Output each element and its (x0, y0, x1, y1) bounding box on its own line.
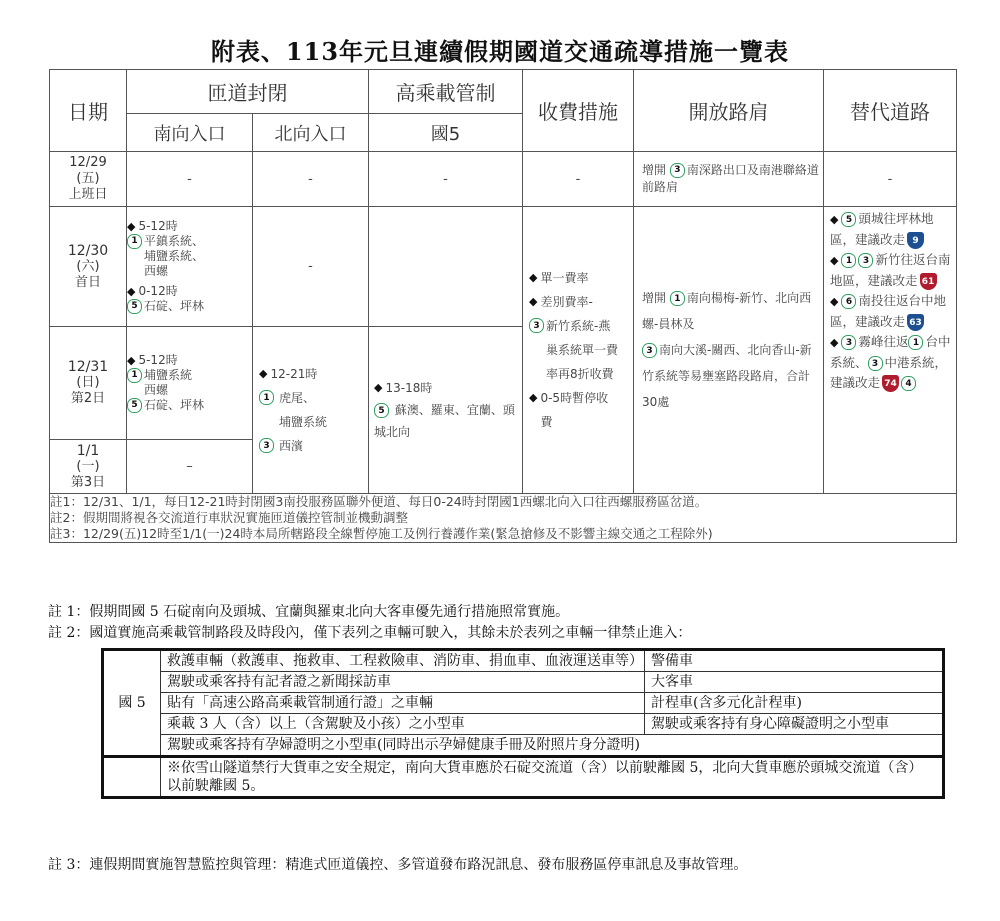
table-note-2: 註2：假期間將視各交流道行車狀況實施匝道儀控管制並機動調整 (50, 510, 408, 525)
diamond-bullet-icon: ◆ (374, 381, 383, 394)
northbound-cell: - (253, 207, 369, 327)
location: 西螺 (144, 264, 169, 278)
hov-cell (369, 327, 523, 494)
day-label: 首日 (74, 274, 101, 290)
header-ramp-closure: 匝道封閉 (127, 70, 369, 114)
header-southbound: 南向入口 (127, 114, 253, 152)
hov-allowed-vehicles-table (101, 648, 945, 799)
weekday: (一) (76, 458, 100, 474)
table-row (103, 735, 944, 757)
vehicle-type: 乘載 3 人（含）以上（含駕駛及小孩）之小型車 (161, 714, 645, 735)
vehicle-type: 大客車 (645, 672, 944, 693)
header-northbound: 北向入口 (253, 114, 369, 152)
freeway-3-icon: 3 (529, 318, 544, 333)
shoulder-cell (634, 152, 824, 207)
date-value: 1/1 (76, 442, 100, 459)
freeway-3-icon: 3 (670, 163, 685, 178)
alternate-text: 頭城往坪林地區，建議改走 (830, 211, 934, 247)
date-cell (50, 440, 127, 494)
toll-cell: - (523, 152, 634, 207)
vehicle-type: 計程車(含多元化計程車) (645, 693, 944, 714)
freeway-4-icon: 4 (901, 376, 916, 391)
vehicle-type: 救護車輛（救護車、拖救車、工程救險車、消防車、捐血車、血液運送車等） (161, 650, 645, 672)
weekday: (五) (76, 171, 100, 186)
shoulder-text: 南深路出口及南港聯絡道前路肩 (642, 163, 819, 194)
location: 虎尾、 (279, 391, 316, 405)
expressway-74-shield-icon: 74 (882, 375, 899, 392)
toll-item: 0-5時暫停收費 (540, 391, 609, 429)
diamond-bullet-icon: ◆ (127, 285, 136, 298)
freeway-3-icon: 3 (259, 438, 274, 453)
header-alternate: 替代道路 (824, 70, 957, 152)
diamond-bullet-icon: ◆ (127, 220, 136, 233)
freeway-3-icon: 3 (868, 356, 883, 371)
diamond-bullet-icon: ◆ (830, 336, 839, 349)
diamond-bullet-icon: ◆ (529, 295, 538, 308)
location: 埔鹽系統、 (144, 249, 205, 263)
expressway-61-shield-icon: 61 (920, 273, 937, 290)
freeway-5-icon: 5 (127, 398, 142, 413)
southbound-cell: - (127, 152, 253, 207)
shoulder-cell (634, 207, 824, 494)
alternate-text: 霧峰往返 (858, 334, 909, 349)
road-label: 國 5 (103, 650, 161, 757)
vehicle-type: 駕駛或乘客持有孕婦證明之小型車(同時出示孕婦健康手冊及附照片身分證明) (161, 735, 944, 757)
diamond-bullet-icon: ◆ (259, 367, 268, 380)
diamond-bullet-icon: ◆ (529, 271, 538, 284)
alternate-text: 台中系統、 (830, 334, 951, 370)
vehicle-type: 駕駛或乘客持有記者證之新聞採訪車 (161, 672, 645, 693)
freeway-1-icon: 1 (259, 390, 274, 405)
southbound-cell (127, 207, 253, 327)
vehicle-type: 貼有「高速公路高乘載管制通行證」之車輛 (161, 693, 645, 714)
vehicle-type: 警備車 (645, 650, 944, 672)
diamond-bullet-icon: ◆ (529, 391, 538, 404)
footnote-3-label: 註 3： (48, 857, 90, 873)
table-note-1: 註1：12/31、1/1，每日12-21時封閉國3南投服務區聯外便道、每日0-24時封閉國1西螺北向入口往西螺服務區岔道。 (50, 494, 708, 509)
southbound-cell (127, 327, 253, 440)
date-cell (50, 152, 127, 207)
time-range: 5-12時 (138, 219, 178, 233)
day-label: 第3日 (70, 474, 106, 490)
freeway-5-icon: 5 (127, 299, 142, 314)
toll-item: 新竹系統-燕巢系統單一費率再8折收費 (546, 319, 619, 381)
hov-cell: - (369, 152, 523, 207)
alternate-item (830, 332, 952, 393)
freeway-1-icon: 1 (670, 291, 685, 306)
freeway-1-icon: 1 (127, 234, 142, 249)
date-value: 12/31 (67, 359, 109, 375)
location: 石碇、坪林 (144, 398, 205, 412)
alternate-text: 南投往返台中地區，建議改走 (830, 293, 946, 329)
freeway-1-icon: 1 (908, 335, 923, 350)
table-row (103, 650, 944, 672)
table-row (103, 714, 944, 735)
diamond-bullet-icon: ◆ (830, 254, 839, 267)
time-range: 13-18時 (385, 381, 433, 395)
day-label: 上班日 (68, 187, 108, 202)
time-range: 5-12時 (138, 353, 178, 367)
document-title: 附表、113年元旦連續假期國道交通疏導措施一覽表 (210, 37, 790, 66)
header-date: 日期 (50, 70, 127, 152)
table-row (50, 207, 957, 327)
time-range: 0-12時 (138, 284, 178, 298)
date-value: 12/29 (69, 155, 107, 170)
footnote-2: 註 2：國道實施高乘載管制路段及時段內，僅下表列之車輛可駛入，其餘未於表列之車輛一律禁止進入： (48, 625, 692, 641)
table-note-3: 註3：12/29(五)12時至1/1(一)24時本局所轄路段全線暫停施工及例行養護作業(緊急搶修及不影響主線交通之工程除外) (50, 526, 713, 541)
alternate-item (830, 250, 952, 291)
location: 平鎮系統、 (144, 234, 205, 248)
location: 西螺 (144, 383, 169, 397)
alternate-item (830, 291, 952, 332)
weekday: (六) (76, 258, 100, 274)
northbound-cell (253, 327, 369, 494)
location: 埔鹽系統 (144, 368, 193, 382)
hov-cell (369, 207, 523, 327)
footnote-1: 註 1：假期間國 5 石碇南向及頭城、宜蘭與羅東北向大客車優先通行措施照常實施。 (48, 604, 570, 620)
day-label: 第2日 (70, 391, 106, 406)
location: 埔鹽系統 (279, 415, 328, 429)
freeway-1-icon: 1 (127, 368, 142, 383)
date-value: 12/30 (67, 242, 109, 259)
alternate-text: 中港系統，建議改走 (830, 355, 948, 390)
table-row (103, 693, 944, 714)
diamond-bullet-icon: ◆ (127, 354, 136, 367)
location: 石碇、坪林 (144, 299, 205, 313)
date-cell (50, 327, 127, 440)
table-notes-row (50, 494, 957, 543)
shoulder-prefix: 增開 (642, 163, 667, 177)
freeway-5-icon: 5 (841, 212, 856, 227)
freeway-1-icon: 1 (841, 253, 856, 268)
provincial-highway-9-shield-icon: 9 (907, 232, 924, 249)
table-row (50, 152, 957, 207)
weekday: (日) (76, 375, 100, 390)
header-hov: 高乘載管制 (369, 70, 523, 114)
footnote-3-text: 連假期間實施智慧監控與管理：精進式匝道儀控、多管道發布路況訊息、發布服務區停車訊息及事故管理。 (89, 857, 748, 873)
freeway-5-icon: 5 (374, 403, 389, 418)
freeway-6-icon: 6 (841, 294, 856, 309)
freeway-3-icon: 3 (841, 335, 856, 350)
alternate-item (830, 209, 952, 250)
northbound-cell: - (253, 152, 369, 207)
shoulder-text: 南向楊梅-新竹、北向西螺-員林及 (642, 291, 812, 331)
toll-item: 單一費率 (540, 271, 589, 285)
time-range: 12-21時 (270, 367, 318, 381)
table-row (103, 757, 944, 798)
hov-locations: 蘇澳、羅東、宜蘭、頭城北向 (374, 403, 515, 439)
location: 西濱 (279, 439, 304, 453)
freeway-3-icon: 3 (642, 343, 657, 358)
traffic-measures-table (49, 69, 957, 543)
freeway-3-icon: 3 (858, 253, 873, 268)
truck-restriction-note: ※依雪山隧道禁行大貨車之安全規定，南向大貨車應於石碇交流道（含）以前駛離國 5，北向大貨車應於頭城交流道（含）以前駛離國 5。 (161, 757, 944, 798)
alternate-cell (824, 207, 957, 494)
southbound-cell: – (127, 440, 253, 494)
shoulder-text: 南向大溪-關西、北向香山-新竹系統等易壅塞路段路肩，合計30處 (642, 343, 812, 409)
header-shoulder: 開放路肩 (634, 70, 824, 152)
toll-cell (523, 207, 634, 494)
provincial-highway-63-shield-icon: 63 (907, 314, 924, 331)
table-notes (50, 494, 957, 543)
date-cell (50, 207, 127, 327)
shoulder-prefix: 增開 (642, 291, 667, 305)
header-toll: 收費措施 (523, 70, 634, 152)
toll-item: 差別費率- (540, 295, 593, 309)
table-row (103, 672, 944, 693)
diamond-bullet-icon: ◆ (830, 295, 839, 308)
footnote-3 (48, 856, 948, 874)
alternate-text: 新竹往返台南地區，建議改走 (830, 252, 951, 288)
alternate-cell: - (824, 152, 957, 207)
diamond-bullet-icon: ◆ (830, 213, 839, 226)
vehicle-type: 駕駛或乘客持有身心障礙證明之小型車 (645, 714, 944, 735)
header-hov-road: 國5 (369, 114, 523, 152)
